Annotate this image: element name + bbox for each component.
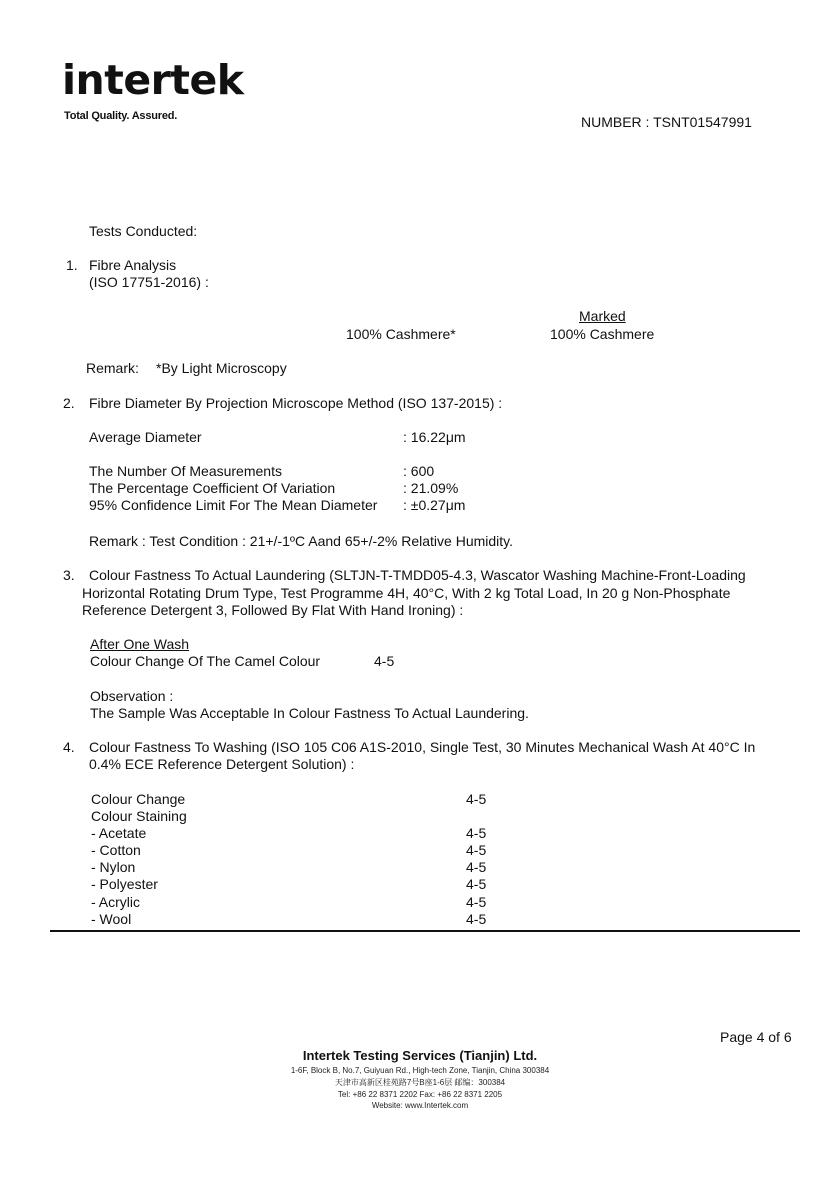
colour-change-label: Colour Change <box>91 791 186 807</box>
measure-label: Average Diameter <box>89 429 202 445</box>
section4-number: 4. <box>63 739 75 755</box>
tests-heading: Tests Conducted: <box>89 223 198 239</box>
staining-fibre: - Nylon <box>91 859 136 875</box>
staining-grade: 4-5 <box>466 825 487 841</box>
staining-fibre: - Polyester <box>91 876 158 892</box>
section1-number: 1. <box>66 257 78 273</box>
section-divider <box>50 930 800 932</box>
staining-grade: 4-5 <box>466 894 487 910</box>
marked-label: Marked <box>579 308 626 324</box>
staining-fibre: - Acetate <box>91 825 147 841</box>
observation-text: The Sample Was Acceptable In Colour Fastness To Actual Laundering. <box>90 705 529 721</box>
page-number: Page 4 of 6 <box>720 1029 792 1045</box>
section1-subtitle: (ISO 17751-2016) : <box>89 274 209 290</box>
footer-address: 1-6F, Block B, No.7, Guiyuan Rd., High-tech Zone, Tianjin, China 300384 <box>290 1066 550 1075</box>
measure-label: The Number Of Measurements <box>89 463 282 479</box>
section2-title: Fibre Diameter By Projection Microscope Method (ISO 137-2015) : <box>89 395 503 411</box>
staining-fibre: - Cotton <box>91 842 141 858</box>
footer-company: Intertek Testing Services (Tianjin) Ltd. <box>302 1048 538 1063</box>
section4-title-line: Colour Fastness To Washing (ISO 105 C06 A1S-2010, Single Test, 30 Minutes Mechanical Wash At 40°C In <box>89 739 756 755</box>
after-wash-heading: After One Wash <box>90 636 190 652</box>
remark-label: Remark: <box>86 360 139 376</box>
section4-title-line: 0.4% ECE Reference Detergent Solution) : <box>89 756 355 772</box>
section3-number: 3. <box>63 567 75 583</box>
section3-title-line: Reference Detergent 3, Followed By Flat With Hand Ironing) : <box>82 602 464 618</box>
colour-change-label: Colour Change Of The Camel Colour <box>90 653 321 669</box>
remark-text: *By Light Microscopy <box>156 360 287 376</box>
colour-change-value: 4-5 <box>374 653 395 669</box>
intertek-logo: intertek <box>62 56 244 104</box>
colour-staining-label: Colour Staining <box>91 808 187 824</box>
colour-change-value: 4-5 <box>466 791 487 807</box>
staining-grade: 4-5 <box>466 859 487 875</box>
marked-value: 100% Cashmere <box>550 326 655 342</box>
test-condition-remark: Remark : Test Condition : 21+/-1ºC Aand 65+/-2% Relative Humidity. <box>89 533 514 549</box>
footer-phone: Tel: +86 22 8371 2202 Fax: +86 22 8371 2205 <box>337 1090 503 1099</box>
fibre-result: 100% Cashmere* <box>346 326 456 342</box>
section2-number: 2. <box>63 395 75 411</box>
measure-value: : 16.22μm <box>403 429 466 445</box>
measure-value: : 600 <box>403 463 435 479</box>
section3-title-line: Horizontal Rotating Drum Type, Test Programme 4H, 40°C, With 2 kg Total Load, In 20 g Non-Phosphate <box>82 585 731 601</box>
staining-grade: 4-5 <box>466 876 487 892</box>
observation-label: Observation : <box>90 688 174 704</box>
measure-label: 95% Confidence Limit For The Mean Diameter <box>89 497 378 513</box>
staining-grade: 4-5 <box>466 842 487 858</box>
report-number: NUMBER : TSNT01547991 <box>581 114 752 130</box>
footer-address-cn: 天津市高新区桂苑路7号B座1-6层 邮编：300384 <box>334 1078 506 1087</box>
section3-title-line: Colour Fastness To Actual Laundering (SLTJN-T-TMDD05-4.3, Wascator Washing Machine-Front-Loading <box>89 567 746 583</box>
section1-title: Fibre Analysis <box>89 257 177 273</box>
staining-grade: 4-5 <box>466 911 487 927</box>
measure-value: : 21.09% <box>403 480 459 496</box>
measure-value: : ±0.27μm <box>403 497 466 513</box>
staining-fibre: - Wool <box>91 911 132 927</box>
footer-website: Website: www.Intertek.com <box>371 1101 469 1110</box>
logo-tagline: Total Quality. Assured. <box>64 110 178 122</box>
measure-label: The Percentage Coefficient Of Variation <box>89 480 336 496</box>
staining-fibre: - Acrylic <box>91 894 140 910</box>
